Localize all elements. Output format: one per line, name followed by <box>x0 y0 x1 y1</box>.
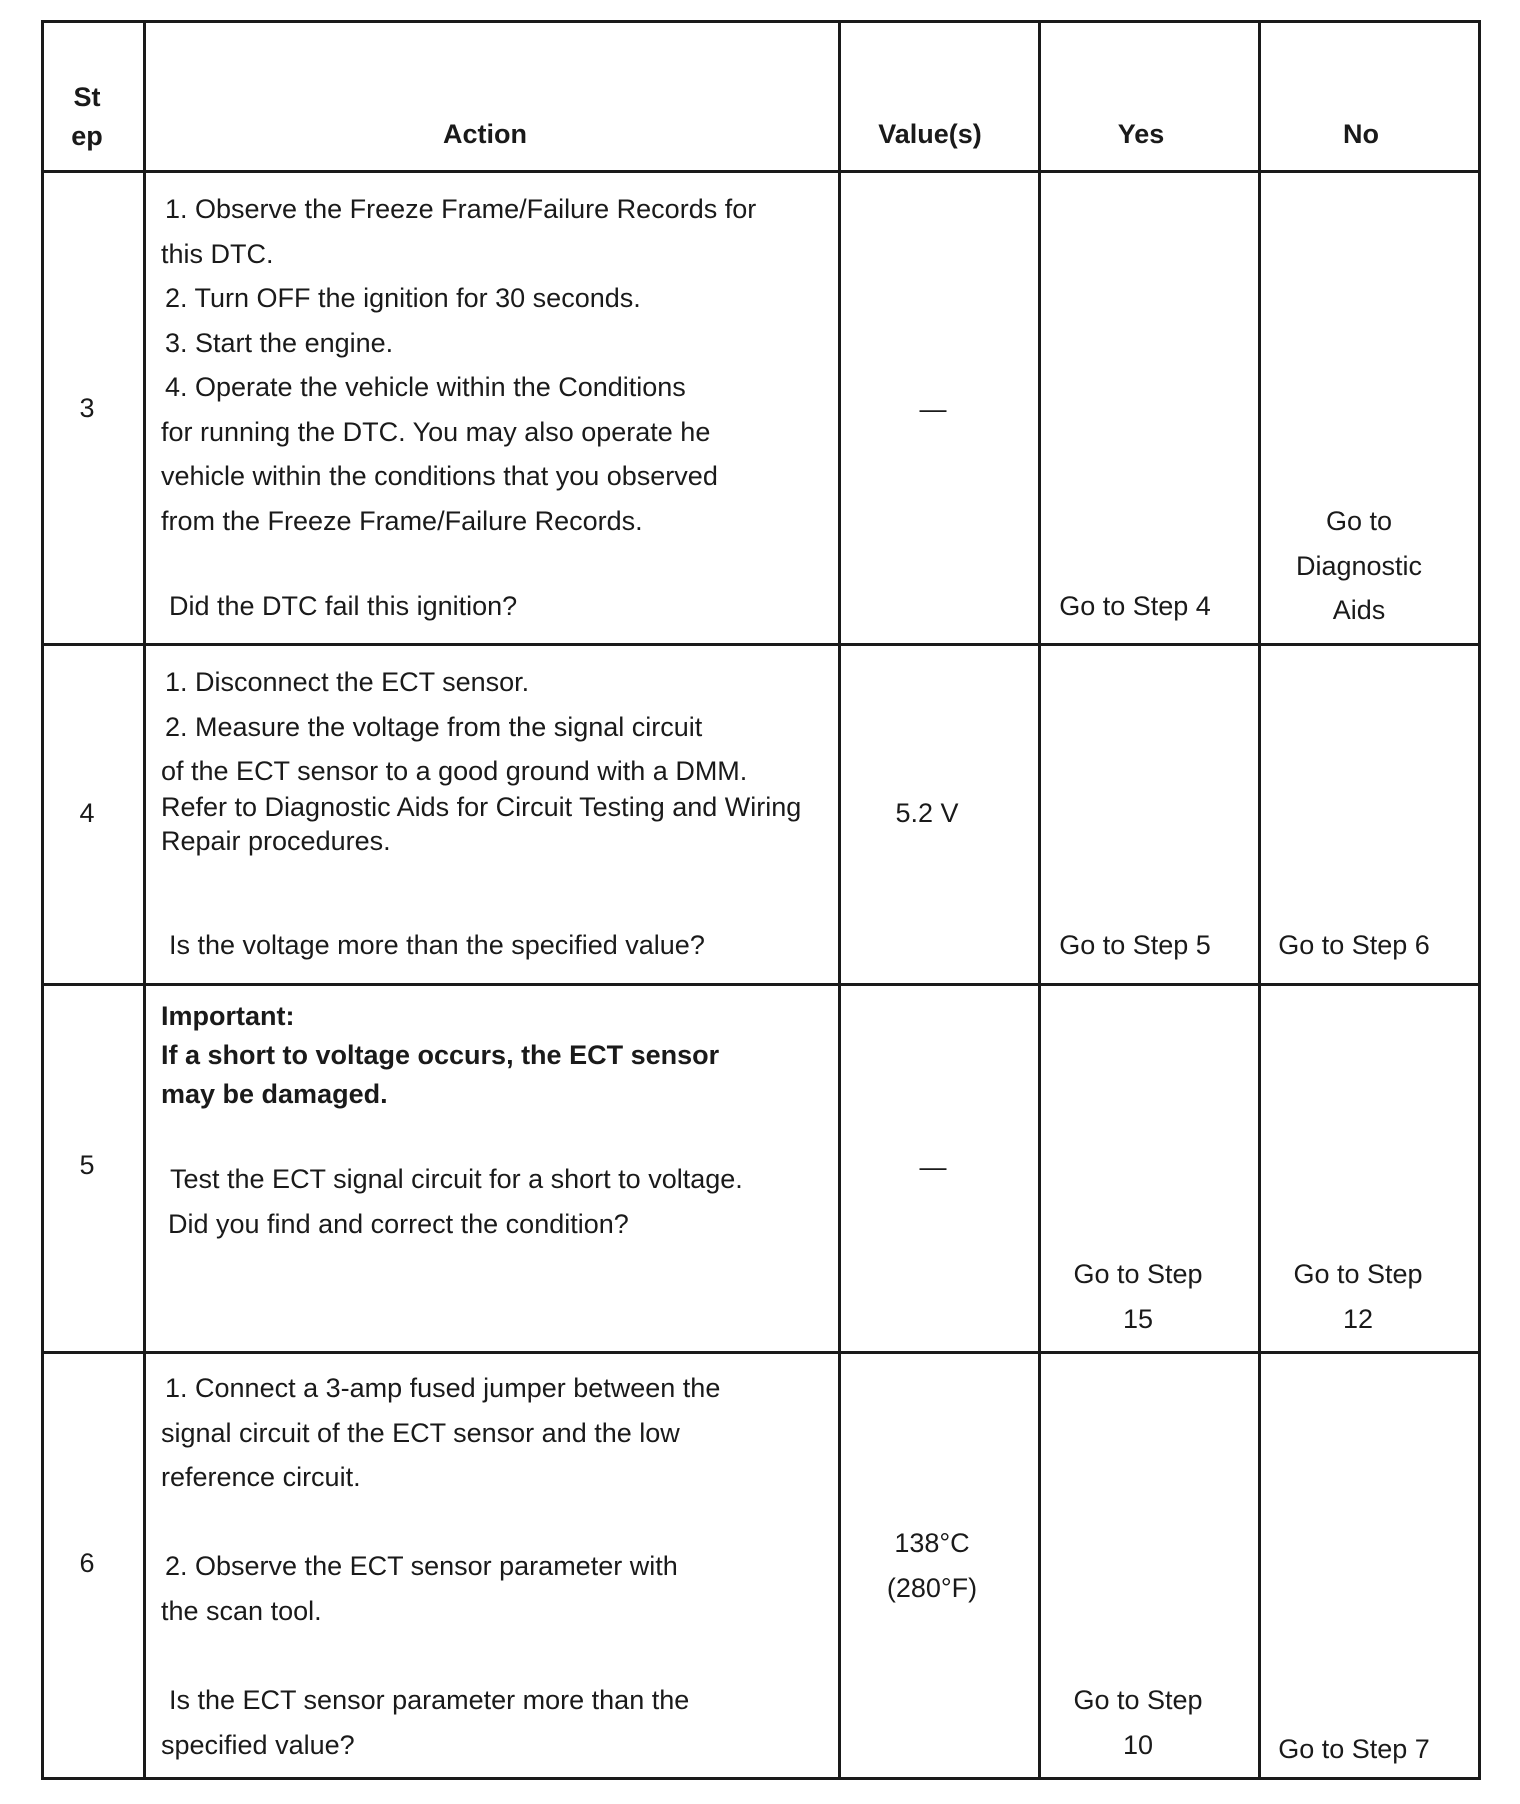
yes-cell <box>1073 1678 1202 1767</box>
yes-cell <box>1073 1252 1202 1341</box>
action-instructions <box>161 187 756 543</box>
action-line: of the ECT sensor to a good ground with a DMM. <box>161 756 748 786</box>
column-divider <box>143 20 146 1780</box>
no-line: 12 <box>1342 1303 1374 1334</box>
question-line: specified value? <box>161 1729 355 1760</box>
header-step <box>71 78 103 156</box>
column-divider <box>1038 20 1041 1780</box>
yes-cell: Go to Step 4 <box>1059 591 1211 621</box>
table-border-left <box>41 20 44 1780</box>
yes-line: 15 <box>1122 1303 1154 1334</box>
table-border-right <box>1478 20 1481 1780</box>
value-cell: — <box>919 394 947 424</box>
yes-line: Go to Step <box>1073 1259 1203 1289</box>
question-line: Is the ECT sensor parameter more than the <box>169 1685 690 1715</box>
action-instructions-part-1 <box>161 1366 720 1500</box>
step-number: 4 <box>79 798 95 828</box>
step-number: 5 <box>79 1150 95 1180</box>
value-line: 138°C <box>894 1528 970 1558</box>
no-line: Go to Step <box>1293 1259 1423 1289</box>
step-number: 6 <box>79 1548 95 1578</box>
action-line: Test the ECT signal circuit for a short to voltage. <box>170 1164 743 1194</box>
action-question: Did the DTC fail this ignition? <box>169 591 518 621</box>
header-action: Action <box>443 119 527 149</box>
action-note-line: Refer to Diagnostic Aids for Circuit Testing and Wiring <box>161 792 802 822</box>
action-line: from the Freeze Frame/Failure Records. <box>161 505 643 536</box>
action-question <box>161 1678 689 1767</box>
header-values: Value(s) <box>878 119 982 149</box>
action-line: 2. Observe the ECT sensor parameter with <box>165 1551 678 1581</box>
action-line: vehicle within the conditions that you observed <box>161 461 718 491</box>
action-line: this DTC. <box>161 238 274 269</box>
value-cell: 5.2 V <box>895 798 959 828</box>
action-line: the scan tool. <box>161 1595 322 1626</box>
important-line: may be damaged. <box>161 1079 388 1109</box>
value-cell <box>887 1521 977 1610</box>
action-line: 4. Operate the vehicle within the Conditions <box>165 372 686 402</box>
action-line: for running the DTC. You may also operate he <box>161 416 711 447</box>
yes-cell: Go to Step 5 <box>1059 930 1211 960</box>
no-cell: Go to Step 7 <box>1278 1734 1430 1764</box>
header-yes: Yes <box>1117 119 1165 149</box>
action-note-line: Repair procedures. <box>161 826 391 856</box>
action-line: reference circuit. <box>161 1462 361 1492</box>
no-line: Diagnostic <box>1295 550 1423 581</box>
important-label: Important: <box>161 1001 295 1031</box>
action-line: 1. Connect a 3-amp fused jumper between the <box>165 1373 721 1403</box>
action-line: Did you find and correct the condition? <box>168 1208 629 1239</box>
yes-line: Go to Step <box>1073 1685 1203 1715</box>
table-border-top <box>41 20 1481 23</box>
diagnostic-table <box>41 20 1481 1780</box>
header-step-text: St ep <box>71 82 103 152</box>
no-line: Aids <box>1332 595 1386 625</box>
important-note <box>161 997 719 1114</box>
column-divider <box>1258 20 1261 1780</box>
action-instructions <box>161 660 747 794</box>
table-border-bottom <box>41 1777 1481 1780</box>
action-line: signal circuit of the ECT sensor and the low <box>161 1417 680 1448</box>
no-cell: Go to Step 6 <box>1278 930 1430 960</box>
row-divider <box>41 983 1481 986</box>
row-divider <box>41 643 1481 646</box>
value-line: (280°F) <box>886 1572 978 1603</box>
action-line: 3. Start the engine. <box>165 327 394 358</box>
action-question: Is the voltage more than the specified value? <box>169 930 705 960</box>
header-no: No <box>1343 119 1379 149</box>
no-cell <box>1296 499 1422 633</box>
action-instructions-part-2 <box>161 1544 678 1633</box>
action-line: 1. Observe the Freeze Frame/Failure Records for <box>165 194 757 224</box>
value-cell: — <box>919 1152 947 1182</box>
no-cell <box>1293 1252 1422 1341</box>
row-divider <box>41 1351 1481 1354</box>
step-number: 3 <box>79 393 95 423</box>
action-note <box>161 790 801 858</box>
action-line: 2. Measure the voltage from the signal circuit <box>165 711 703 742</box>
yes-line: 10 <box>1122 1729 1154 1760</box>
column-divider <box>838 20 841 1780</box>
important-line: If a short to voltage occurs, the ECT sensor <box>161 1040 720 1070</box>
action-line: 1. Disconnect the ECT sensor. <box>165 667 530 697</box>
action-instructions <box>168 1157 743 1246</box>
no-line: Go to <box>1325 506 1393 536</box>
header-divider <box>41 170 1481 173</box>
action-line: 2. Turn OFF the ignition for 30 seconds. <box>165 283 641 313</box>
